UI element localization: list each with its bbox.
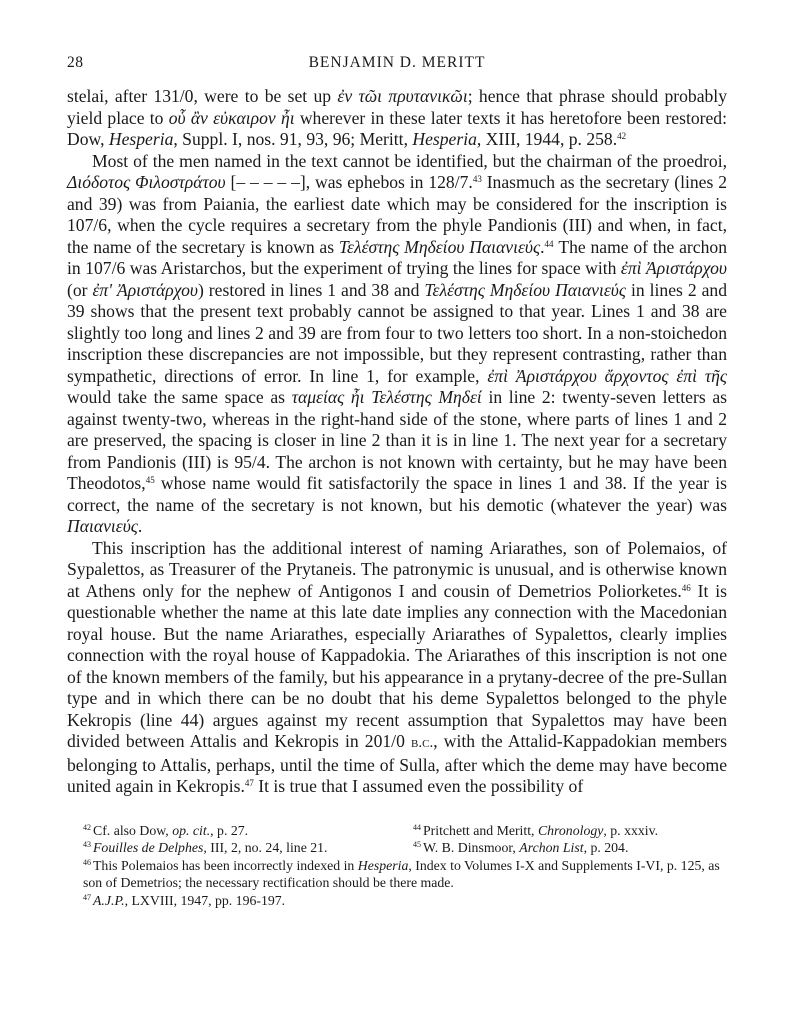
italic-text: Hesperia [108,129,174,149]
italic-text: Διόδοτος Φιλοστράτου [67,172,226,192]
page [67,54,727,909]
footnote-ref: 45 [145,475,155,485]
italic-text: A.J.P. [93,892,125,908]
italic-text: Archon List [519,840,584,855]
text-run: [– – – – –], was ephebos in 128/7. [225,172,473,192]
text-run: in lines 2 and 39 shows that the present text probably cannot be assigned to that year. Lines 1 and 38 are slightly too long and lines 2 and 39 are from four to two letters too short. In a non-stoichedon inscription these discrepancies are not impossible, but they represent contrasting, rather than sympathetic, directions of error. In line 1, for example, [67,279,727,386]
italic-text: ἐπὶ Ἀριστάρχου [620,258,727,278]
footnote-ref: 43 [472,174,482,184]
text-run: This inscription has the additional interest of naming Ariarathes, son of Polemaios, of Sypalettos, as Treasurer of the Prytaneis. The patronymic is unusual, and is otherwise known at Athens only for the nephew of Antigonos I and cousin of Demetrios Poliorketes. [67,537,727,601]
text-run: , Suppl. I, nos. 91, 93, 96; Meritt, [173,129,413,149]
footnote-43 [67,839,397,857]
footnote-46 [67,857,727,892]
footnote-ref: 44 [544,238,554,249]
text-run: Pritchett and Meritt, [423,822,538,838]
body-text [67,86,727,798]
footnote-ref: 47 [244,778,254,788]
text-run: (or [67,279,93,300]
italic-text: Hesperia [412,129,477,149]
italic-text: op. cit. [172,822,211,838]
text-run: , Index to Volumes I-X and Supplements I-VI, p. 125, as son of Demetrios; the necessary rectification should be there made. [83,857,720,890]
text-run: , XIII, 1944, p. 258. [476,129,618,149]
italic-text: ἐν τῶι πρυτανικῶι [337,86,468,106]
text-run: would take the same space as [67,387,292,407]
text-run: , p. xxxiv. [603,822,659,838]
text-run: Cf. also Dow, [93,822,173,838]
small-caps-text: b.c. [411,735,434,751]
footnote-47 [67,892,727,910]
text-run: in line 2: twenty-seven letters as against twenty-two, whereas in the right-hand side of the stone, where parts of lines 1 and 2 are preserved, the spacing is closer in line 2 than it is in line 1. The next year for a secretary from Pandionis (III) is 95/4. The archon is not known with certainty, but he may have been Theodotos, [67,387,728,493]
italic-text: ἐπὶ Ἀριστάρχου ἄρχοντος ἐπὶ τῆς [487,365,727,386]
text-run: . [137,516,143,536]
italic-text: Chronology [537,822,604,838]
text-run: Inasmuch as the secretary (lines 2 and 39) was from Paiania, the earliest date which may be considered for the inscription is 107/6, when the cycle requires a secretary from the phyle Pandionis (III) and when, in fact, the name of the secretary is known as [67,172,728,257]
text-run: whose name would fit satisfactorily the space in lines 1 and 38. If the year is correct, the name of the secretary is not known, but his demotic (whatever the year) was [67,473,727,515]
running-header [67,54,727,78]
text-run: This Polemaios has been incorrectly indexed in [93,857,358,873]
text-run: , p. 27. [210,822,249,838]
text-run: W. B. Dinsmoor, [423,840,520,855]
italic-text: Τελέστης Μηδείου Παιανιεύς [424,279,626,300]
page-number: 28 [67,54,84,71]
italic-text: Fouilles de Delphes [93,840,204,855]
footnote-ref: 46 [83,857,91,867]
text-run: wherever in these later texts it has heretofore been restored: Dow, [67,107,727,149]
text-run: ; hence that phrase should probably yield place to [67,86,727,128]
italic-text: ταμείας ἦι Τελέστης Μηδεί [291,387,482,407]
italic-text: οὗ ἂν εὐκαιρον ἦι [168,107,295,128]
text-run: stelai, after 131/0, were to be set up [67,86,338,106]
footnote-row [67,839,727,857]
italic-text: Τελέστης Μηδείου Παιανιεύς [338,236,541,257]
footnote-42 [67,822,397,840]
paragraph [67,86,727,151]
text-run: , LXVIII, 1947, pp. 196-197. [124,892,286,908]
text-run: Most of the men named in the text cannot be identified, but the chairman of the proedroi, [92,150,727,171]
running-author: BENJAMIN D. MERITT [308,54,486,71]
footnote-ref: 43 [83,840,91,849]
footnote-ref: 45 [413,840,421,849]
footnote-45 [397,839,727,857]
footnote-ref: 47 [83,892,91,902]
text-run: It is questionable whether the name at this late date implies any connection with the Macedonian royal house. But the name Ariarathes, especially Ariarathes of Sypalettos, clearly implies connection with the royal house of Kappadokia. The Ariarathes of this inscription is not one of the known members of the family, but his appearance in a prytany-decree of the pre-Sullan type and in which there can be no doubt that his deme Sypalettos belonged to the phyle Kekropis (line 44) argues against my recent assumption that Sypalettos may have been divided between Attalis and Kekropis in 201/0 [67,580,727,751]
footnote-ref: 46 [681,582,691,593]
footnotes [67,822,727,910]
footnote-ref: 42 [617,131,627,141]
paragraph [67,151,727,538]
text-run: It is true that I assumed even the possibility of [253,776,584,796]
footnote-ref: 42 [83,822,91,832]
text-run: ) restored in lines 1 and 38 and [197,279,425,300]
text-run: . [540,236,545,257]
italic-text: Hesperia [357,857,409,873]
text-run: , III, 2, no. 24, line 21. [203,840,328,855]
italic-text: ἐπ' Ἀριστάρχου [92,279,198,300]
footnote-ref: 44 [413,822,421,832]
footnote-row [67,822,727,840]
text-run: , p. 204. [583,840,629,855]
italic-text: Παιανιεύς [67,516,138,536]
footnote-44 [397,822,727,840]
text-run: The name of the archon in 107/6 was Aristarchos, but the experiment of trying the lines for space with [67,236,727,278]
text-run: , with the Attalid-Kappadokian members belonging to Attalis, perhaps, until the time of Sulla, after which the deme may have become united again in Kekropis. [67,731,728,796]
paragraph [67,538,727,798]
